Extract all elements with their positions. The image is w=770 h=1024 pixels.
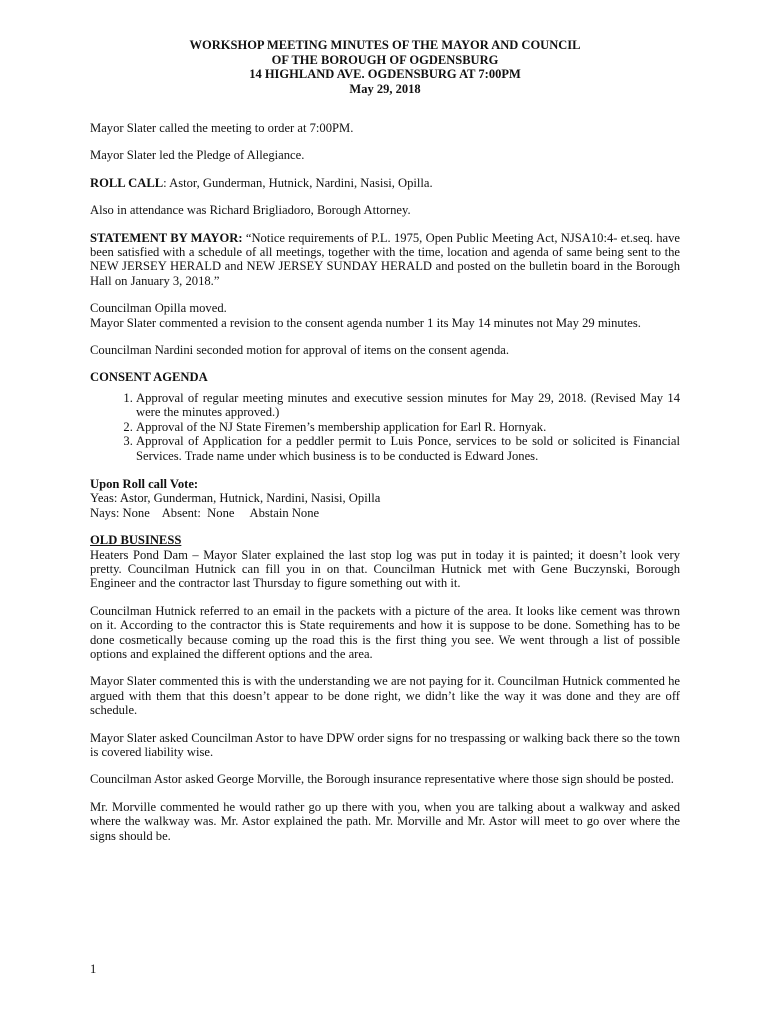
pledge: Mayor Slater led the Pledge of Allegiance.: [90, 148, 305, 163]
vote-yeas: Yeas: Astor, Gunderman, Hutnick, Nardini, Nasisi, Opilla: [90, 491, 381, 506]
vote-heading: Upon Roll call Vote:: [90, 476, 199, 491]
old-business-paragraph: Mayor Slater commented this is with the understanding we are not paying for it. Councilman Hutnick commented he argued with them that this doesn’t appear to be done right, we didn’t like the way it was done and they are off schedule.: [90, 674, 680, 718]
roll-call-label: ROLL CALL: [90, 175, 164, 190]
header-date: May 29, 2018: [349, 81, 421, 96]
old-business-paragraph: Councilman Hutnick referred to an email in the packets with a picture of the area. It looks like cement was thrown on it. According to the contractor this is State requirements and how it is suppose to be done. Something has to be done cosmetically because coming up the road this is the first thing you see. We went through a list of possible options and explained the different options and the area.: [90, 603, 680, 661]
consent-agenda-item: 3. Approval of Application for a peddler permit to Luis Ponce, services to be sold or solicited is Financial Services. Trade name under which business is to be conducted is Edward Jones.: [136, 434, 680, 463]
motion-moved: Councilman Opilla moved.: [90, 301, 227, 316]
old-business-paragraph: Mayor Slater asked Councilman Astor to have DPW order signs for no trespassing or walking back there so the town is covered liability wise.: [90, 730, 680, 759]
roll-call: [90, 176, 680, 190]
header-title-line-1: WORKSHOP MEETING MINUTES OF THE MAYOR AND COUNCIL: [189, 38, 581, 52]
motion-revision: Mayor Slater commented a revision to the consent agenda number 1 its May 14 minutes not May 29 minutes.: [90, 315, 641, 330]
header-title-line-2: OF THE BOROUGH OF OGDENSBURG: [271, 52, 499, 67]
page-number: 1: [90, 962, 97, 976]
old-business-heading: OLD BUSINESS: [90, 533, 182, 548]
old-business-paragraph: Heaters Pond Dam – Mayor Slater explained the last stop log was put in today it is painted; it doesn’t look very pretty. Councilman Hutnick can fill you in on that. Councilman Hutnick met with Gene Buczynski, Borough Engineer and the contractor last Thursday to figure something out with it.: [90, 547, 680, 591]
motion-seconded: Councilman Nardini seconded motion for approval of items on the consent agenda.: [90, 343, 509, 358]
attendance: Also in attendance was Richard Brigliadoro, Borough Attorney.: [90, 203, 411, 218]
roll-call-members: : Astor, Gunderman, Hutnick, Nardini, Nasisi, Opilla.: [163, 175, 433, 190]
consent-agenda-heading: CONSENT AGENDA: [90, 370, 208, 385]
call-to-order: Mayor Slater called the meeting to order at 7:00PM.: [90, 121, 354, 135]
statement-label: STATEMENT BY MAYOR:: [90, 230, 243, 245]
consent-agenda-item: 1. Approval of regular meeting minutes and executive session minutes for May 29, 2018. (Revised May 14 were the minutes approved.): [136, 391, 680, 420]
old-business-paragraph: Councilman Astor asked George Morville, the Borough insurance representative where those sign should be posted.: [90, 772, 674, 787]
roll-call-vote: [90, 477, 680, 520]
consent-agenda-item: 2. Approval of the NJ State Firemen’s membership application for Earl R. Hornyak.: [136, 420, 680, 434]
mayor-statement: [90, 231, 680, 289]
document-header: [0, 38, 770, 96]
header-address-line: 14 HIGHLAND AVE. OGDENSBURG AT 7:00PM: [249, 67, 521, 81]
old-business-paragraph: Mr. Morville commented he would rather go up there with you, when you are talking about a walkway and asked where the walkway was. Mr. Astor explained the path. Mr. Morville and Mr. Astor will meet to go over where the signs should be.: [90, 799, 680, 843]
vote-nays: Nays: None Absent: None Abstain None: [90, 505, 320, 520]
consent-agenda-list: [90, 391, 680, 463]
document-body: [90, 121, 680, 856]
statement-text: “Notice requirements of P.L. 1975, Open Public Meeting Act, NJSA10:4- et.seq. have been satisfied with a schedule of all meetings, together with the time, location and agenda of same being sent to the NEW JERSEY HERALD and NEW JERSEY SUNDAY HERALD and posted on the bulletin board in the Borough Hall on January 3, 2018.”: [90, 230, 680, 288]
